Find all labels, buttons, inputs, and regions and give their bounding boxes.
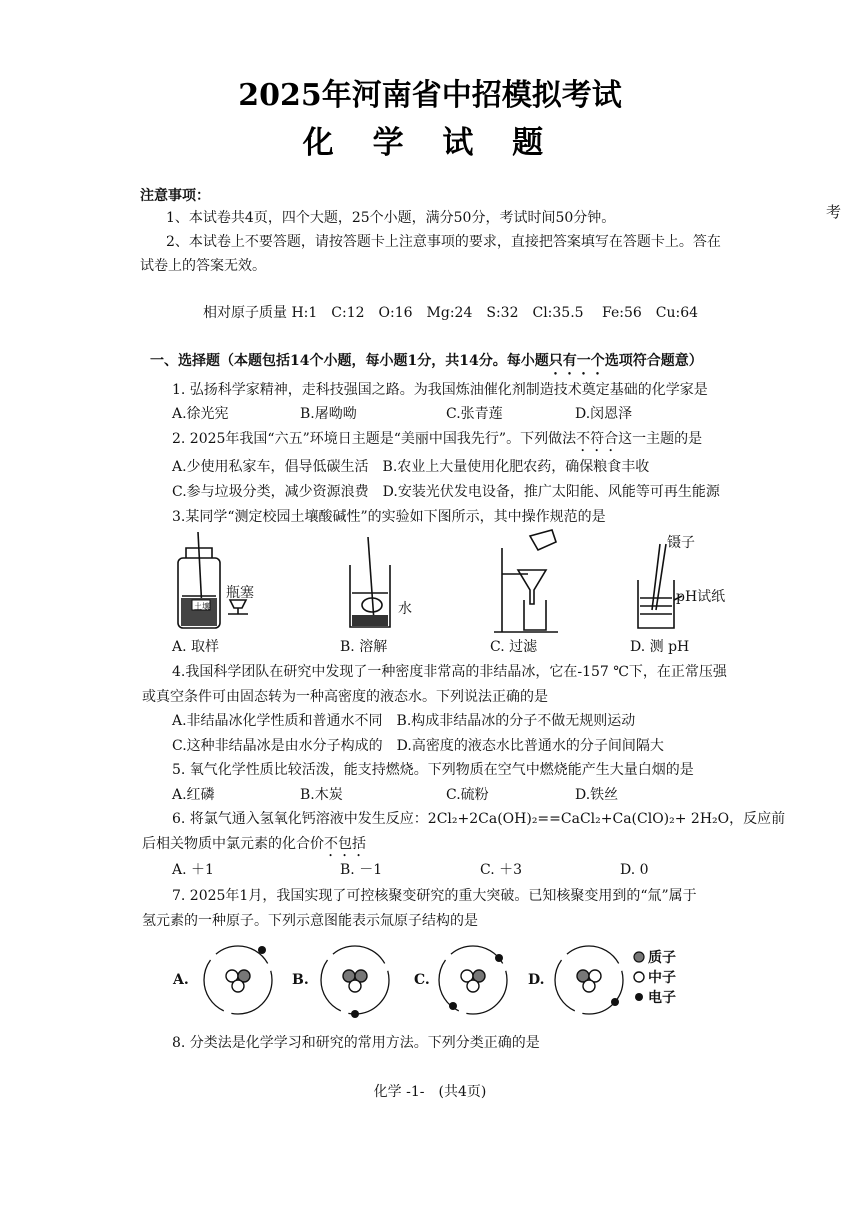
q4-options-ab: A.非结晶冰化学性质和普通水不同 B.构成非结晶冰的分子不做无规则运动 (172, 713, 636, 729)
margin-mark: 考 (826, 203, 842, 221)
atomic-masses: 相对原子质量 H:1 C:12 O:16 Mg:24 S:32 Cl:35.5 Fe:56 Cu:64 (203, 305, 699, 321)
q7-option-d: D. (528, 972, 545, 988)
q3-figure-a (168, 530, 278, 635)
q8-stem: 8. 分类法是化学学习和研究的常用方法。下列分类正确的是 (172, 1035, 540, 1051)
q7-atom-c (433, 940, 513, 1020)
q3-figure-c (488, 528, 568, 638)
q7-atom-b (315, 940, 395, 1020)
q7-option-c: C. (414, 972, 430, 988)
q1-option-d: D.闵恩泽 (575, 406, 633, 422)
q3-option-d: D. 测 pH (630, 639, 690, 655)
q3-option-a: A. 取样 (172, 639, 220, 655)
q4-stem-1: 4.我国科学团队在研究中发现了一种密度非常高的非结晶冰，它在-157 ℃下，在正常压强 (172, 664, 727, 680)
q7-stem-1: 7. 2025年1月，我国实现了可控核聚变研究的重大突破。已知核聚变用到的“氚”属于 (172, 888, 697, 904)
q3-option-c: C. 过滤 (490, 639, 538, 655)
q5-option-b: B.木炭 (300, 787, 343, 803)
q1-option-c: C.张青莲 (446, 406, 503, 422)
q4-options-cd: C.这种非结晶冰是由水分子构成的 D.高密度的液态水比普通水的分子间间隔大 (172, 738, 664, 754)
q7-atom-a (198, 940, 278, 1020)
q3-option-b: B. 溶解 (340, 639, 388, 655)
q3-stopper-label: 瓶塞 (226, 585, 254, 601)
notes-heading: 注意事项： (140, 188, 210, 204)
exam-subtitle: 化 学 试 题 (302, 125, 558, 161)
q6-option-b: B. －1 (340, 862, 383, 878)
q3-ph-label: pH试纸 (676, 589, 726, 605)
notes-item-2: 2、本试卷上不要答题，请按答题卡上注意事项的要求，直接把答案填写在答题卡上。答在 (166, 234, 721, 250)
exam-title: 2025年河南省中招模拟考试 (238, 78, 622, 113)
q7-legend-electron: 电子 (648, 990, 676, 1006)
q6-stem-1: 6. 将氯气通入氢氧化钙溶液中发生反应：2Cl₂+2Ca(OH)₂==CaCl₂+Ca(ClO)₂+ 2H₂O，反应前 (172, 811, 786, 827)
q3-figure-b (340, 535, 400, 635)
page-footer: 化学 -1- (共4页) (373, 1084, 487, 1100)
q5-option-c: C.硫粉 (446, 787, 489, 803)
q7-option-a: A. (173, 972, 189, 988)
q6-option-a: A. ＋1 (172, 862, 214, 878)
q7-legend-proton-icon (632, 950, 646, 964)
q5-stem: 5. 氧气化学性质比较活泼，能支持燃烧。下列物质在空气中燃烧能产生大量白烟的是 (172, 762, 694, 778)
q5-option-d: D.铁丝 (575, 787, 619, 803)
notes-item-2-cont: 试卷上的答案无效。 (140, 258, 266, 274)
q7-legend-proton: 质子 (648, 950, 676, 966)
notes-item-1: 1、本试卷共4页，四个大题，25个小题，满分50分，考试时间50分钟。 (166, 210, 616, 226)
q1-option-a: A.徐光宪 (172, 406, 229, 422)
q3-water-label: 水 (398, 601, 412, 617)
q7-legend-electron-icon (632, 990, 646, 1004)
q6-stem-2: 后相关物质中氯元素的化合价不包括 (142, 836, 366, 852)
q3-soil-label: 土壤 (194, 602, 210, 611)
q7-option-b: B. (292, 972, 309, 988)
q6-option-d: D. 0 (620, 862, 649, 878)
q3-figure-d (630, 540, 690, 630)
q7-legend-neutron-icon (632, 970, 646, 984)
section1-heading: 一、选择题（本题包括14个小题，每小题1分，共14分。每小题只有一个选项符合题意） (150, 353, 703, 369)
q5-option-a: A.红磷 (172, 787, 215, 803)
q2-options-ab: A.少使用私家车，倡导低碳生活 B.农业上大量使用化肥农药，确保粮食丰收 (172, 459, 650, 475)
q2-options-cd: C.参与垃圾分类，减少资源浪费 D.安装光伏发电设备，推广太阳能、风能等可再生能源 (172, 484, 720, 500)
q1-stem: 1. 弘扬科学家精神，走科技强国之路。为我国炼油催化剂制造技术奠定基础的化学家是 (172, 382, 708, 398)
q7-legend-neutron: 中子 (648, 970, 676, 986)
q3-tweezers-label: 镊子 (667, 535, 695, 551)
q7-stem-2: 氢元素的一种原子。下列示意图能表示氚原子结构的是 (142, 913, 478, 929)
q6-option-c: C. ＋3 (480, 862, 523, 878)
q4-stem-2: 或真空条件可由固态转为一种高密度的液态水。下列说法正确的是 (142, 689, 548, 705)
q1-option-b: B.屠呦呦 (300, 406, 357, 422)
q3-stem: 3.某同学“测定校园土壤酸碱性”的实验如下图所示，其中操作规范的是 (172, 509, 606, 525)
q2-stem: 2. 2025年我国“六五”环境日主题是“美丽中国我先行”。下列做法不符合这一主题的是 (172, 431, 703, 447)
q7-atom-d (549, 940, 629, 1020)
